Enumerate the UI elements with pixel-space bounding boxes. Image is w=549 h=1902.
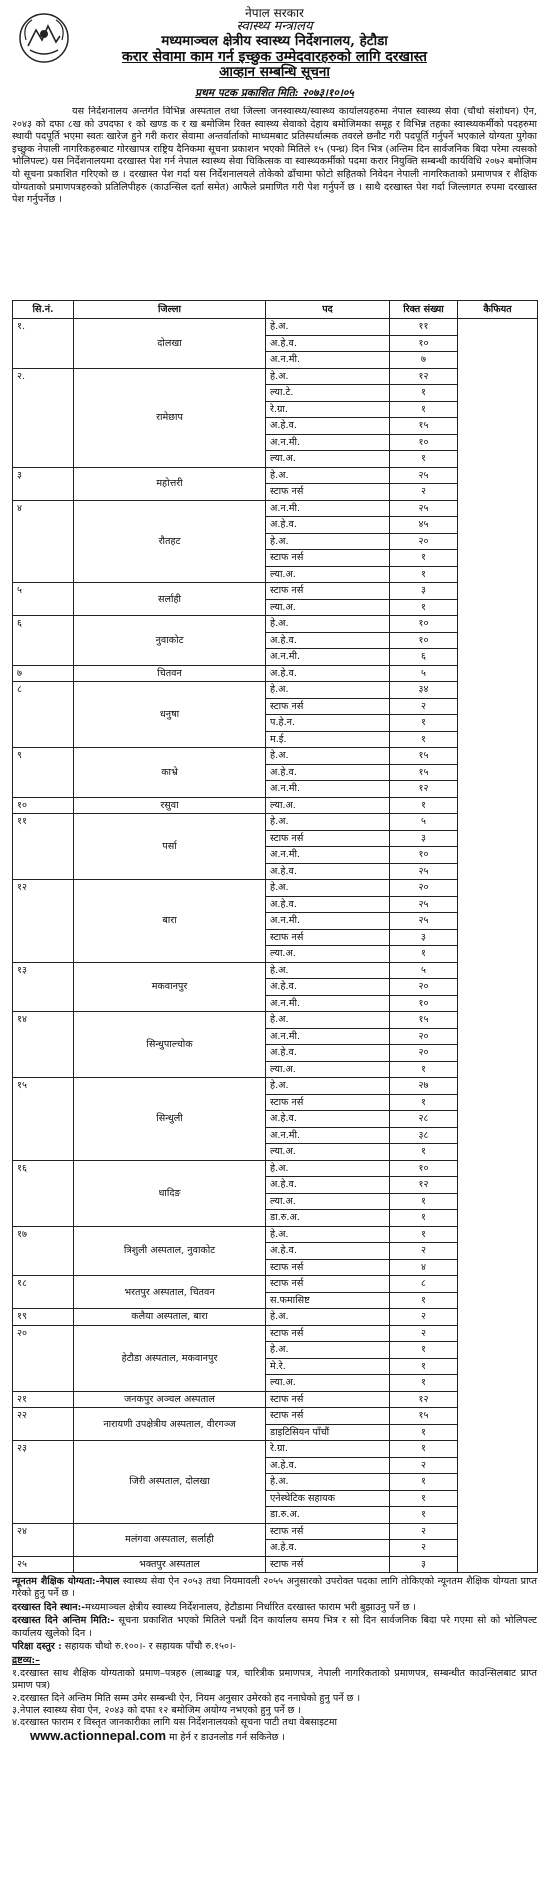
post-cell: हे.अ. <box>266 962 390 979</box>
district-cell: चितवन <box>74 665 266 682</box>
vacancy-count-cell: २ <box>390 1309 458 1326</box>
post-cell: अ.हे.व. <box>266 979 390 996</box>
vacancy-count-cell: १० <box>390 847 458 864</box>
vacancy-count-cell: १० <box>390 995 458 1012</box>
remarks-cell <box>458 319 538 1573</box>
post-cell: अ.हे.व. <box>266 632 390 649</box>
vacancy-count-cell: १ <box>390 550 458 567</box>
vacancy-count-cell: ११ <box>390 319 458 336</box>
post-cell: स्टाफ नर्स <box>266 1391 390 1408</box>
vacancy-count-cell: १२ <box>390 1391 458 1408</box>
post-cell: हे.अ. <box>266 533 390 550</box>
vacancy-count-cell: ८ <box>390 1276 458 1293</box>
vacancy-count-cell: ३ <box>390 929 458 946</box>
serial-number-cell: १५ <box>13 1078 74 1161</box>
post-cell: ल्या.अ. <box>266 946 390 963</box>
vacancy-count-cell: १ <box>390 1226 458 1243</box>
post-cell: स्टाफ नर्स <box>266 1523 390 1540</box>
post-cell: डा.रु.अ. <box>266 1507 390 1524</box>
col-header-district: जिल्ला <box>74 301 266 319</box>
post-cell: ल्या.अ. <box>266 797 390 814</box>
vacancy-count-cell: १५ <box>390 748 458 765</box>
col-header-sn: सि.नं. <box>13 301 74 319</box>
post-cell: रे.ग्रा. <box>266 401 390 418</box>
serial-number-cell: १३ <box>13 962 74 1012</box>
vacancy-count-cell: १ <box>390 1193 458 1210</box>
post-cell: ल्या.अ. <box>266 566 390 583</box>
post-cell: अ.न.मी. <box>266 847 390 864</box>
col-header-post: पद <box>266 301 390 319</box>
district-cell: पर्सा <box>74 814 266 880</box>
vacancy-count-cell: २५ <box>390 896 458 913</box>
vacancy-count-cell: २८ <box>390 1111 458 1128</box>
conditions-title: द्रष्टव्य:– <box>12 1655 40 1667</box>
vacancy-count-cell: २५ <box>390 467 458 484</box>
post-cell: अ.हे.व. <box>266 1457 390 1474</box>
col-header-remarks: कैफियत <box>458 301 538 319</box>
district-cell: भक्तपुर अस्पताल <box>74 1556 266 1573</box>
post-cell: अ.न.मी. <box>266 434 390 451</box>
vacancy-table <box>12 300 538 1573</box>
post-cell: अ.न.मी. <box>266 995 390 1012</box>
vacancy-count-cell: १० <box>390 335 458 352</box>
post-cell: अ.न.मी. <box>266 500 390 517</box>
vacancy-count-cell: ३४ <box>390 682 458 699</box>
vacancy-count-cell: १ <box>390 1144 458 1161</box>
post-cell: अ.हे.व. <box>266 1045 390 1062</box>
post-cell: स्टाफ नर्स <box>266 1094 390 1111</box>
condition-2: २.दरखास्त दिने अन्तिम मिति सम्म उमेर सम्बन्धी ऐन, नियम अनुसार उमेरको हद ननाघेको हुनु पर्ने छ । <box>12 1692 361 1704</box>
post-cell: ल्या.अ. <box>266 1061 390 1078</box>
table-header-row <box>13 301 538 319</box>
serial-number-cell: ३ <box>13 467 74 500</box>
post-cell: प.हे.न. <box>266 715 390 732</box>
vacancy-count-cell: २ <box>390 698 458 715</box>
vacancy-count-cell: १५ <box>390 418 458 435</box>
district-cell: धादिङ <box>74 1160 266 1226</box>
website-link[interactable]: www.actionnepal.com <box>30 1727 167 1743</box>
district-cell: कलैया अस्पताल, बारा <box>74 1309 266 1326</box>
serial-number-cell: २. <box>13 368 74 467</box>
notes-section <box>12 1576 537 1744</box>
serial-number-cell: १७ <box>13 1226 74 1276</box>
vacancy-count-cell: १ <box>390 1507 458 1524</box>
district-cell: रामेछाप <box>74 368 266 467</box>
place-note <box>12 1602 537 1614</box>
post-cell: अ.हे.व. <box>266 418 390 435</box>
district-cell: धनुषा <box>74 682 266 748</box>
vacancy-count-cell: ७ <box>390 352 458 369</box>
serial-number-cell: १६ <box>13 1160 74 1226</box>
post-cell: अ.न.मी. <box>266 1127 390 1144</box>
vacancy-count-cell: २ <box>390 1523 458 1540</box>
post-cell: ल्या.अ. <box>266 451 390 468</box>
serial-number-cell: १४ <box>13 1012 74 1078</box>
serial-number-cell: २० <box>13 1325 74 1391</box>
district-cell: भरतपुर अस्पताल, चितवन <box>74 1276 266 1309</box>
post-cell: स्टाफ नर्स <box>266 1556 390 1573</box>
qualification-label: न्यूनतम शैक्षिक योग्यता:-नेपाल <box>12 1576 120 1587</box>
vacancy-count-cell: १० <box>390 632 458 649</box>
col-header-vacancy: रिक्त संख्या <box>390 301 458 319</box>
serial-number-cell: २४ <box>13 1523 74 1556</box>
post-cell: स्टाफ नर्स <box>266 1259 390 1276</box>
deadline-text: सूचना प्रकाशित भएको मितिले पन्ध्रौं दिन कार्यालय समय भित्र र सो दिन सार्वजनिक बिदा परे गएमा सो को भोलिपल्ट कार्यालय खुलेको दिन । <box>12 1615 537 1639</box>
post-cell: हे.अ. <box>266 467 390 484</box>
vacancy-count-cell: ३८ <box>390 1127 458 1144</box>
vacancy-count-cell: १ <box>390 566 458 583</box>
post-cell: हे.अ. <box>266 1474 390 1491</box>
vacancy-count-cell: २० <box>390 979 458 996</box>
serial-number-cell: ६ <box>13 616 74 666</box>
district-cell: नुवाकोट <box>74 616 266 666</box>
vacancy-count-cell: २७ <box>390 1078 458 1095</box>
table-row <box>13 319 538 336</box>
vacancy-count-cell: १ <box>390 599 458 616</box>
post-cell: हे.अ. <box>266 1160 390 1177</box>
serial-number-cell: २५ <box>13 1556 74 1573</box>
post-cell: अ.हे.व. <box>266 665 390 682</box>
vacancy-count-cell: २५ <box>390 863 458 880</box>
district-cell: जिरी अस्पताल, दोलखा <box>74 1441 266 1524</box>
post-cell: ल्या.टे. <box>266 385 390 402</box>
post-cell: हे.अ. <box>266 1078 390 1095</box>
post-cell: अ.हे.व. <box>266 1177 390 1194</box>
district-cell: मकवानपुर <box>74 962 266 1012</box>
post-cell: अ.न.मी. <box>266 781 390 798</box>
post-cell: अ.न.मी. <box>266 352 390 369</box>
vacancy-count-cell: १५ <box>390 1408 458 1425</box>
vacancy-count-cell: ६ <box>390 649 458 666</box>
post-cell: हे.अ. <box>266 1342 390 1359</box>
place-text: मध्यमाञ्चल क्षेत्रीय स्वास्थ्य निर्देशनालय, हेटौडामा निर्धारित दरखास्त फाराम भरी बुझाउनु पर्ने छ । <box>85 1601 417 1613</box>
post-cell: अ.हे.व. <box>266 764 390 781</box>
condition-3: ३.नेपाल स्वास्थ्य सेवा ऐन, २०४३ को दफा १२ बमोजिम अयोग्य नभएको हुनु पर्ने छ । <box>12 1705 302 1717</box>
serial-number-cell: २१ <box>13 1391 74 1408</box>
district-cell: नारायणी उपक्षेत्रीय अस्पताल, वीरगञ्ज <box>74 1408 266 1441</box>
deadline-note <box>12 1615 537 1640</box>
fee-text: सहायक चौथो रु.१००।- र सहायक पाँचौ रु.१५०।- <box>61 1641 236 1653</box>
post-cell: हे.अ. <box>266 1226 390 1243</box>
serial-number-cell: १. <box>13 319 74 369</box>
vacancy-count-cell: १ <box>390 1375 458 1392</box>
vacancy-count-cell: १२ <box>390 1177 458 1194</box>
post-cell: अ.हे.व. <box>266 1243 390 1260</box>
vacancy-count-cell: १ <box>390 797 458 814</box>
serial-number-cell: ७ <box>13 665 74 682</box>
post-cell: हे.अ. <box>266 682 390 699</box>
vacancy-count-cell: १ <box>390 731 458 748</box>
vacancy-count-cell: ३ <box>390 830 458 847</box>
website-line <box>12 1727 537 1744</box>
publication-date: प्रथम पटक प्रकाशित मिति: २०७३।१०।०५ <box>195 87 354 99</box>
qualification-note <box>12 1576 537 1601</box>
vacancy-count-cell: १ <box>390 715 458 732</box>
intro-paragraph: यस निर्देशनालय अन्तर्गत विभिन्न अस्पताल तथा जिल्ला जनस्वास्थ्य/स्वास्थ्य कार्यालयहरुमा नेपाल स्वास्थ्य सेवा (चौथो संशोधन) ऐन, २०४३ को दफा ८ख को उपदफा १ को खण्ड क र ख बमोजिम रिक्त स्वास्थ्य सेवाको देहाय बमोजिमका समूह र विभिन्न तहका स्वास्थ्यकर्मीको पदहरुमा स्थायी पदपूर्ति भएमा स्वतः खारेज हुने गरी करार सेवामा अन्तर्वार्ताको माध्यमबाट प्रतिस्पर्धात्मक तवरले छनौट गरी पदपूर्ति गर्नुपर्ने भएकाले योग्यता पुगेका इच्छुक नेपाली नागरिकहरुबाट गोरखापत्र राष्ट्रिय दैनिकमा सूचना प्रकाशन भएको मितिले १५ (पन्ध्र) दिन भित्र (अन्तिम दिन सार्वजनिक बिदा परेमा त्यसको भोलिपल्ट) यस निर्देशनालयमा दरखास्त पेश गर्न नेपाल स्वास्थ्य सेवा चिकित्सक वा स्वास्थ्यकर्मीको पदमा करार नियुक्ति सम्बन्धी कार्यविधि २०७२ बमोजिम यो सूचना प्रकाशित गरिएको छ । दरखास्त पेश गर्दा यस निर्देशनालयले तोकेको ढाँचामा फोटो सहितको निवेदन नेपाली नागरिकताको प्रमाणपत्र र शैक्षिक योग्यताको प्रमाणपत्रहरुको प्रतिलिपीहरु (काउन्सिल दर्ता समेत) आफैले प्रमाणित गरी पेश गर्नुपर्ने छ । साथै दरखास्त पेश गर्दा जिल्लागत रुपमा दरखास्त पेश गर्नुपर्नेछ । <box>12 106 537 206</box>
header-directorate: मध्यमाञ्चल क्षेत्रीय स्वास्थ्य निर्देशनालय, हेटौडा <box>161 33 388 49</box>
serial-number-cell: ५ <box>13 583 74 616</box>
post-cell: हे.अ. <box>266 1012 390 1029</box>
post-cell: अ.हे.व. <box>266 1540 390 1557</box>
district-cell: सिन्धुली <box>74 1078 266 1161</box>
vacancy-count-cell: २ <box>390 1325 458 1342</box>
post-cell: ल्या.अ. <box>266 1193 390 1210</box>
vacancy-count-cell: २० <box>390 1045 458 1062</box>
post-cell: हे.अ. <box>266 814 390 831</box>
vacancy-count-cell: ४५ <box>390 517 458 534</box>
vacancy-count-cell: १२ <box>390 781 458 798</box>
serial-number-cell: १८ <box>13 1276 74 1309</box>
post-cell: अ.हे.व. <box>266 863 390 880</box>
post-cell: स्टाफ नर्स <box>266 830 390 847</box>
post-cell: अ.न.मी. <box>266 913 390 930</box>
vacancy-count-cell: ३ <box>390 1556 458 1573</box>
website-suffix: मा हेर्न र डाउनलोड गर्न सकिनेछ । <box>166 1731 286 1743</box>
table-body <box>13 319 538 1573</box>
post-cell: हे.अ. <box>266 319 390 336</box>
serial-number-cell: ८ <box>13 682 74 748</box>
post-cell: डाइटिसियन पाँचौं <box>266 1424 390 1441</box>
post-cell: अ.हे.व. <box>266 1111 390 1128</box>
notice-subtitle: आव्हान सम्बन्धि सूचना <box>219 64 330 80</box>
post-cell: अ.न.मी. <box>266 649 390 666</box>
vacancy-count-cell: २५ <box>390 500 458 517</box>
serial-number-cell: २३ <box>13 1441 74 1524</box>
district-cell: मलंगवा अस्पताल, सर्लाही <box>74 1523 266 1556</box>
vacancy-count-cell: २५ <box>390 913 458 930</box>
nepal-emblem-icon <box>18 12 70 64</box>
notice-header <box>12 6 537 82</box>
post-cell: एनेस्थेटिक सहायक <box>266 1490 390 1507</box>
post-cell: हे.अ. <box>266 368 390 385</box>
vacancy-count-cell: १० <box>390 434 458 451</box>
vacancy-count-cell: २ <box>390 1540 458 1557</box>
post-cell: स्टाफ नर्स <box>266 484 390 501</box>
header-ministry: स्वास्थ्य मन्त्रालय <box>236 19 313 34</box>
vacancy-count-cell: १ <box>390 1441 458 1458</box>
post-cell: हे.अ. <box>266 880 390 897</box>
vacancy-count-cell: १ <box>390 1210 458 1227</box>
vacancy-count-cell: १ <box>390 946 458 963</box>
vacancy-count-cell: ५ <box>390 962 458 979</box>
post-cell: स्टाफ नर्स <box>266 1408 390 1425</box>
post-cell: स्टाफ नर्स <box>266 698 390 715</box>
vacancy-count-cell: ४ <box>390 1259 458 1276</box>
post-cell: अ.हे.व. <box>266 896 390 913</box>
notice-title: करार सेवामा काम गर्न इच्छुक उम्मेदवारहरुको लागि दरखास्त <box>121 49 428 65</box>
post-cell: ल्या.अ. <box>266 1375 390 1392</box>
district-cell: रसुवा <box>74 797 266 814</box>
vacancy-count-cell: ५ <box>390 665 458 682</box>
post-cell: अ.न.मी. <box>266 1028 390 1045</box>
serial-number-cell: १२ <box>13 880 74 963</box>
serial-number-cell: ९ <box>13 748 74 798</box>
post-cell: अ.हे.व. <box>266 517 390 534</box>
vacancy-count-cell: ३ <box>390 583 458 600</box>
serial-number-cell: २२ <box>13 1408 74 1441</box>
post-cell: मे.रे. <box>266 1358 390 1375</box>
post-cell: स.फमासिष्ट <box>266 1292 390 1309</box>
vacancy-count-cell: १० <box>390 616 458 633</box>
vacancy-count-cell: १ <box>390 1094 458 1111</box>
deadline-label: दरखास्त दिने अन्तिम मिति:- <box>12 1615 115 1627</box>
post-cell: रे.ग्रा. <box>266 1441 390 1458</box>
place-label: दरखास्त दिने स्थान:- <box>12 1601 86 1613</box>
vacancy-count-cell: २० <box>390 1028 458 1045</box>
post-cell: ल्या.अ. <box>266 1144 390 1161</box>
vacancy-count-cell: २० <box>390 533 458 550</box>
district-cell: काभ्रे <box>74 748 266 798</box>
district-cell: हेटौडा अस्पताल, मकवानपुर <box>74 1325 266 1391</box>
header-govt: नेपाल सरकार <box>245 6 304 20</box>
vacancy-count-cell: १ <box>390 451 458 468</box>
vacancy-count-cell: २० <box>390 880 458 897</box>
post-cell: स्टाफ नर्स <box>266 929 390 946</box>
fee-label: परिक्षा दस्तुर : <box>12 1641 62 1653</box>
vacancy-count-cell: १ <box>390 1292 458 1309</box>
condition-4: ४.दरखास्त फाराम र विस्तृत जानकारीका लागि यस निर्देशनालयको सूचना पाटी तथा वेबसाइटमा <box>12 1717 337 1729</box>
district-cell: महोत्तरी <box>74 467 266 500</box>
vacancy-count-cell: १५ <box>390 1012 458 1029</box>
vacancy-count-cell: १ <box>390 1490 458 1507</box>
district-cell: त्रिशुली अस्पताल, नुवाकोट <box>74 1226 266 1276</box>
vacancy-count-cell: १ <box>390 1358 458 1375</box>
post-cell: स्टाफ नर्स <box>266 1325 390 1342</box>
post-cell: स्टाफ नर्स <box>266 1276 390 1293</box>
vacancy-count-cell: २ <box>390 1457 458 1474</box>
serial-number-cell: १९ <box>13 1309 74 1326</box>
vacancy-count-cell: १ <box>390 385 458 402</box>
post-cell: डा.रु.अ. <box>266 1210 390 1227</box>
fee-note <box>12 1641 537 1653</box>
vacancy-count-cell: १ <box>390 1061 458 1078</box>
district-cell: दोलखा <box>74 319 266 369</box>
vacancy-count-cell: १ <box>390 1474 458 1491</box>
district-cell: जनकपुर अञ्चल अस्पताल <box>74 1391 266 1408</box>
post-cell: हे.अ. <box>266 1309 390 1326</box>
qualification-text: स्वास्थ्य सेवा ऐन २०५३ तथा नियमावली २०५५ अनुसारको उपरोक्त पदका लागि तोकिएको न्यूनतम शैक्षिक योग्यता प्राप्त गरेको हुनु पर्ने छ । <box>12 1576 537 1600</box>
post-cell: म.ई. <box>266 731 390 748</box>
district-cell: बारा <box>74 880 266 963</box>
post-cell: ल्या.अ. <box>266 599 390 616</box>
vacancy-count-cell: १ <box>390 1424 458 1441</box>
vacancy-count-cell: ५ <box>390 814 458 831</box>
post-cell: स्टाफ नर्स <box>266 550 390 567</box>
serial-number-cell: ४ <box>13 500 74 583</box>
district-cell: सिन्धुपाल्चोक <box>74 1012 266 1078</box>
condition-1: १.दरखास्त साथ शैक्षिक योग्यताको प्रमाण–पत्रहरु (लाब्धाङ्क पत्र, चारित्रीक प्रमाणपत्र, नेपाली नागरिकताको प्रमाणपत्र, सम्बन्धीत काउन्सिलबाट प्राप्त प्रमाण पत्र) <box>12 1667 537 1692</box>
post-cell: अ.हे.व. <box>266 335 390 352</box>
serial-number-cell: १० <box>13 797 74 814</box>
vacancy-count-cell: १० <box>390 1160 458 1177</box>
district-cell: सर्लाही <box>74 583 266 616</box>
vacancy-count-cell: २ <box>390 1243 458 1260</box>
vacancy-count-cell: १ <box>390 1342 458 1359</box>
serial-number-cell: ११ <box>13 814 74 880</box>
district-cell: रौतहट <box>74 500 266 583</box>
vacancy-count-cell: १ <box>390 401 458 418</box>
post-cell: हे.अ. <box>266 616 390 633</box>
vacancy-count-cell: २ <box>390 484 458 501</box>
vacancy-count-cell: १५ <box>390 764 458 781</box>
vacancy-count-cell: १२ <box>390 368 458 385</box>
post-cell: स्टाफ नर्स <box>266 583 390 600</box>
post-cell: हे.अ. <box>266 748 390 765</box>
